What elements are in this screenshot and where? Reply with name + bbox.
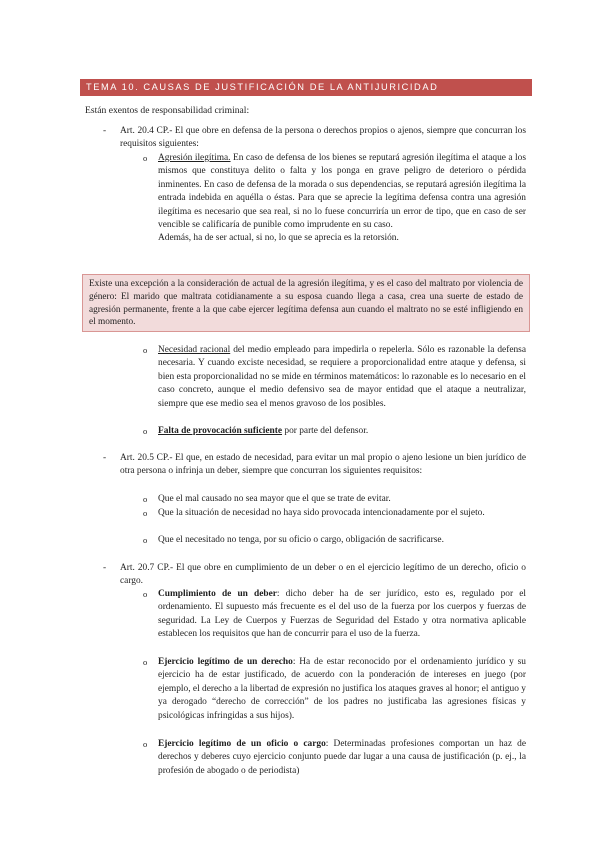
falta-provocacion-text: por parte del defensor. [282, 426, 369, 436]
list-bullet: o [143, 345, 148, 355]
art-20-4-text: Art. 20.4 CP.- El que obre en defensa de la persona o derechos propios o ajenos, siempre que concurran los requisitos siguientes: [120, 126, 526, 150]
list-bullet: o [143, 657, 148, 667]
list-dash: - [103, 563, 107, 573]
list-dash: - [103, 453, 107, 463]
ejercicio-derecho-label: Ejercicio legítimo de un derecho [158, 657, 293, 667]
section-title: TEMA 10. CAUSAS DE JUSTIFICACIÓN DE LA ANTIJURICIDAD [80, 79, 532, 96]
list-bullet: o [143, 153, 148, 163]
requisito-2: Que la situación de necesidad no haya sido provocada intencionadamente por el sujeto. [158, 508, 485, 518]
list-dash: - [103, 126, 107, 136]
agresion-ilegitima-extra: Además, ha de ser actual, si no, lo que se aprecia es la retorsión. [158, 233, 399, 244]
list-bullet: o [143, 508, 148, 518]
falta-provocacion-label: Falta de provocación suficiente [158, 426, 283, 436]
requisito-3: Que el necesitado no tenga, por su oficio o cargo, obligación de sacrificarse. [158, 535, 444, 545]
agresion-ilegitima-item [158, 152, 526, 246]
cumplimiento-deber-text: : dicho deber ha de ser jurídico, esto es, regulado por el ordenamiento. El supuesto más frecuente es el del uso de la fuerza por los cuerpos y fuerzas de seguridad. La Ley de Cuerpos y Fuerzas de Seguridad del Estado y otra normativa aplicable establecen los requisitos que han de concurrir para el uso de la fuerza. [158, 589, 527, 640]
ejercicio-oficio-item [158, 738, 526, 778]
falta-provocacion-item [158, 425, 526, 438]
agresion-ilegitima-label: Agresión ilegítima. [158, 153, 231, 163]
list-bullet: o [143, 535, 148, 545]
cumplimiento-deber-label: Cumplimiento de un deber [158, 589, 277, 599]
list-bullet: o [143, 589, 148, 599]
ejercicio-derecho-item [158, 656, 526, 723]
necesidad-racional-text: del medio empleado para impedirla o repelerla. Sólo es razonable la defensa necesaria. Y cuando exciste necesidad, se requiere a proporcionalidad entre ataque y defensa, si bien esta proporcionalidad no se mide en términos matemáticos: lo razonable es lo necesario en el caso concreto, aunque el medio defensivo sea de mayor entidad que el ataque a neutralizar, siempre que ese medio sea el menos gravoso de los posibles. [158, 345, 526, 409]
cumplimiento-deber-item [158, 588, 526, 642]
ejercicio-oficio-text: : Determinadas profesiones comportan un haz de derechos y deberes cuyo ejercicio conjunto puede dar lugar a una causa de justificación (p. ej., la profesión de abogado o de periodista) [158, 739, 526, 776]
list-bullet: o [143, 426, 148, 436]
art-20-7-text: Art. 20.7 CP.- El que obre en cumplimiento de un deber o en el ejercicio legítimo de un derecho, oficio o cargo. [120, 563, 526, 587]
list-bullet: o [143, 739, 148, 749]
necesidad-racional-label: Necesidad racional [158, 345, 231, 355]
ejercicio-derecho-text: : Ha de estar reconocido por el ordenamiento jurídico y su ejercicio ha de estar justificado, de acuerdo con la ponderación de intereses en juego (por ejemplo, el derecho a la libertad de expresión no justifica los ataques graves al honor; el antiguo y ya derogado “derecho de corrección” de los padres no justificaba las agresiones físicas y psicológicas infringidas a sus hijos). [158, 657, 526, 721]
ejercicio-oficio-label: Ejercicio legítimo de un oficio o cargo [158, 739, 326, 749]
agresion-ilegitima-text: En caso de defensa de los bienes se reputará agresión ilegítima el ataque a los mismos que constituya delito o falta y los ponga en grave peligro de deterioro o pérdida inminentes. En caso de defensa de la morada o sus dependencias, se reputará agresión ilegítima la entrada indebida en aquélla o éstas. Para que se aprecie la legítima defensa contra una agresión ilegítima es necesario que sea real, si no lo fuese concurriría un error de tipo, que en caso de ser vencible se calificaría de punible como imprudente en su caso. [158, 153, 526, 231]
list-bullet: o [143, 494, 148, 504]
highlight-box: Existe una excepción a la consideración de actual de la agresión ilegítima, y es el caso del maltrato por violencia de género: El marido que maltrata cotidianamente a su esposa cuando llega a casa, crea una suerte de estado de agresión permanente, frente a la que cabe ejercer legítima defensa aun cuando el maltrato no se esté infligiendo en el momento. [82, 274, 530, 332]
art-20-5-text: Art. 20.5 CP.- El que, en estado de necesidad, para evitar un mal propio o ajeno lesione un bien jurídico de otra persona o infrinja un deber, siempre que concurran los siguientes requisitos: [120, 453, 526, 477]
requisito-1: Que el mal causado no sea mayor que el que se trate de evitar. [158, 494, 391, 504]
intro-text: Están exentos de responsabilidad criminal: [85, 105, 250, 116]
necesidad-racional-item [158, 344, 526, 411]
